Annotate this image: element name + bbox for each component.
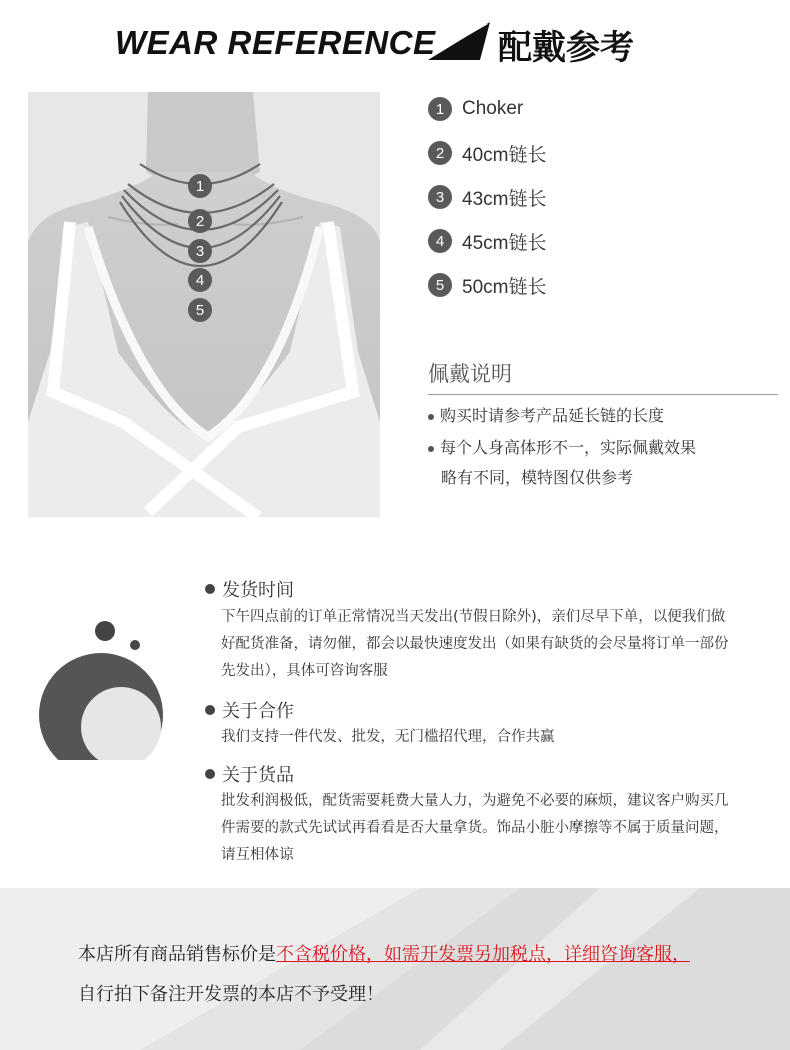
section-goods-title: 关于货品	[205, 761, 294, 787]
wear-note-3: 略有不同，模特图仅供参考	[441, 468, 634, 487]
necklace-length-figure	[28, 92, 380, 517]
necklace-marker-1: 1	[188, 174, 212, 198]
necklace-marker-3: 3	[188, 239, 212, 263]
length-item-5	[428, 271, 546, 299]
length-item-3	[428, 183, 546, 211]
length-label: 43cm链长	[462, 188, 547, 210]
length-item-2	[428, 139, 546, 167]
bullet-icon	[428, 446, 434, 452]
title-english: WEAR REFERENCE	[115, 24, 436, 61]
number-badge: 2	[428, 141, 452, 165]
number-badge: 1	[428, 97, 452, 121]
section-cooperation-title: 关于合作	[205, 697, 294, 723]
number-badge: 3	[428, 185, 452, 209]
necklace-marker-4: 4	[188, 268, 212, 292]
tax-notice-line-1: 本店所有商品销售标价是不含税价格，如需开发票另加税点，详细咨询客服，	[78, 944, 690, 965]
notice-banner-background	[0, 888, 790, 1050]
bullet-icon	[205, 705, 215, 715]
necklace-marker-5: 5	[188, 298, 212, 322]
length-item-1	[428, 95, 523, 123]
number-badge: 5	[428, 273, 452, 297]
section-goods-body: 批发利润极低，配货需要耗费大量人力，为避免不必要的麻烦，建议客户购买几 件需要的款式先试试再看看是否大量拿货。饰品小脏小摩擦等不属于质量问题， 请互相体谅	[221, 793, 729, 863]
length-label: 45cm链长	[462, 232, 547, 254]
bullet-icon	[428, 414, 434, 420]
wear-note-1: 购买时请参考产品延长链的长度	[428, 401, 664, 431]
section-shipping-title: 发货时间	[205, 576, 294, 602]
length-label: 40cm链长	[462, 144, 547, 166]
wear-instructions-title: 佩戴说明	[428, 362, 512, 386]
tax-notice-highlight: 不含税价格，如需开发票另加税点，详细咨询客服	[276, 944, 672, 965]
bullet-icon	[205, 584, 215, 594]
length-label: 50cm链长	[462, 276, 547, 298]
bullet-icon	[205, 769, 215, 779]
title-chinese: 配戴参考	[498, 28, 634, 68]
section-shipping-body: 下午四点前的订单正常情况当天发出(节假日除外)，亲们尽早下单，以便我们做 好配货准备，请勿催，都会以最快速度发出（如果有缺货的会尽量将订单一部份 先发出），具体可咨询客服	[221, 609, 729, 679]
slash-decoration-icon	[428, 22, 490, 60]
length-item-4	[428, 227, 546, 255]
tax-notice-line-2: 自行拍下备注开发票的本店不予受理！	[78, 984, 384, 1005]
section-cooperation-body: 我们支持一件代发、批发，无门槛招代理，合作共赢	[221, 729, 555, 745]
necklace-marker-2: 2	[188, 209, 212, 233]
wear-note-2: 每个人身高体形不一，实际佩戴效果	[428, 433, 696, 463]
length-label: Choker	[462, 98, 524, 119]
number-badge: 4	[428, 229, 452, 253]
divider	[428, 394, 778, 395]
decorative-circles-icon	[35, 615, 175, 760]
